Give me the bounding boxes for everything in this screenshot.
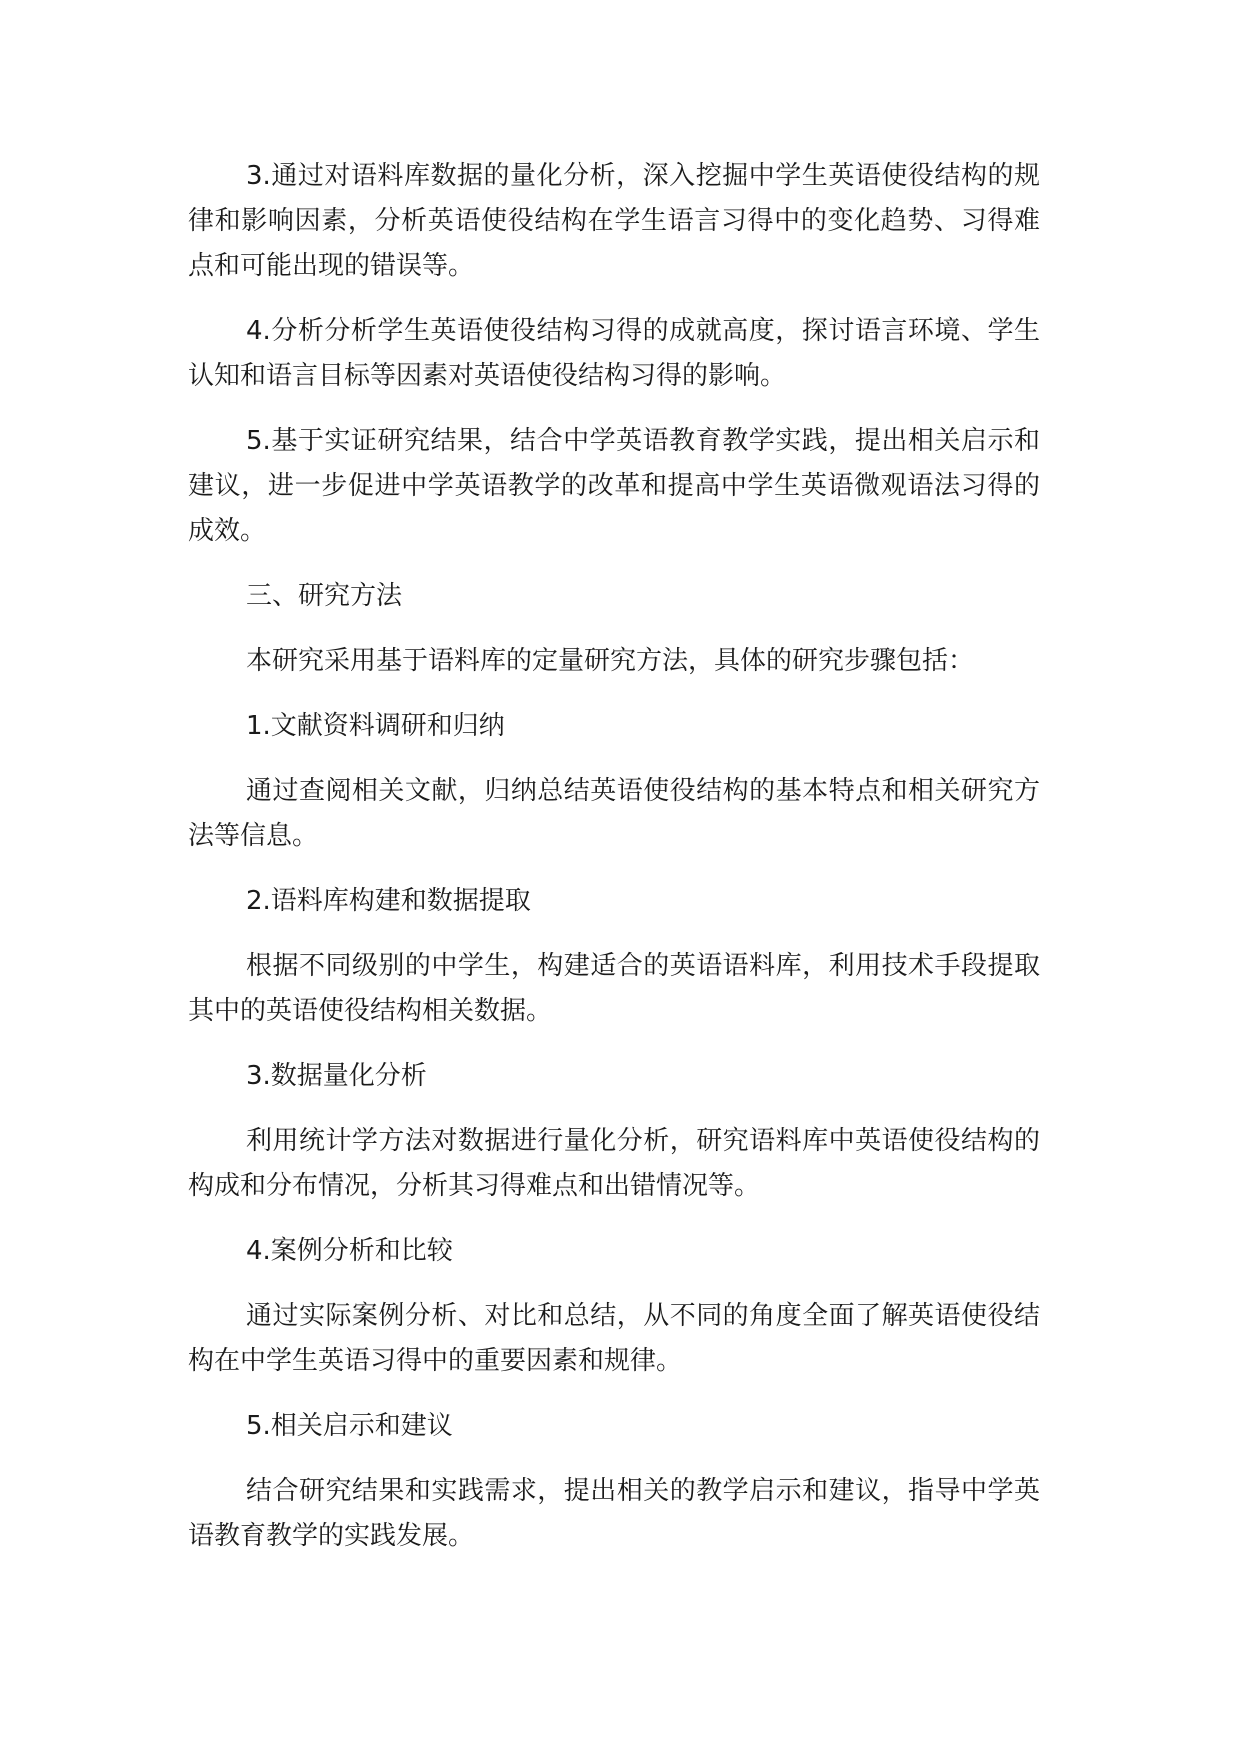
step-heading-2: 2.语料库构建和数据提取 (246, 886, 531, 916)
step-body-5: 结合研究结果和实践需求，提出相关的教学启示和建议，指导中学英语教育教学的实践发展。 (188, 1476, 1040, 1551)
step-body-3: 利用统计学方法对数据进行量化分析，研究语料库中英语使役结构的构成和分布情况，分析其习得难点和出错情况等。 (188, 1126, 1040, 1201)
paragraph-objective-3: 3.通过对语料库数据的量化分析，深入挖掘中学生英语使役结构的规律和影响因素，分析英语使役结构在学生语言习得中的变化趋势、习得难点和可能出现的错误等。 (188, 161, 1040, 281)
step-heading-4: 4.案例分析和比较 (246, 1236, 453, 1266)
document-body (188, 154, 1040, 1579)
paragraph-methods-intro: 本研究采用基于语料库的定量研究方法，具体的研究步骤包括： (246, 646, 975, 676)
step-heading-3: 3.数据量化分析 (246, 1061, 427, 1091)
step-body-1: 通过查阅相关文献，归纳总结英语使役结构的基本特点和相关研究方法等信息。 (188, 776, 1040, 851)
step-heading-5: 5.相关启示和建议 (246, 1411, 453, 1441)
paragraph-objective-4: 4.分析分析学生英语使役结构习得的成就高度，探讨语言环境、学生认知和语言目标等因素对英语使役结构习得的影响。 (188, 316, 1040, 391)
step-heading-1: 1.文献资料调研和归纳 (246, 711, 505, 741)
section-heading-research-methods: 三、研究方法 (246, 581, 403, 611)
step-body-2: 根据不同级别的中学生，构建适合的英语语料库，利用技术手段提取其中的英语使役结构相关数据。 (188, 951, 1040, 1026)
paragraph-objective-5: 5.基于实证研究结果，结合中学英语教育教学实践，提出相关启示和建议，进一步促进中学英语教学的改革和提高中学生英语微观语法习得的成效。 (188, 426, 1040, 546)
step-body-4: 通过实际案例分析、对比和总结，从不同的角度全面了解英语使役结构在中学生英语习得中的重要因素和规律。 (188, 1301, 1040, 1376)
